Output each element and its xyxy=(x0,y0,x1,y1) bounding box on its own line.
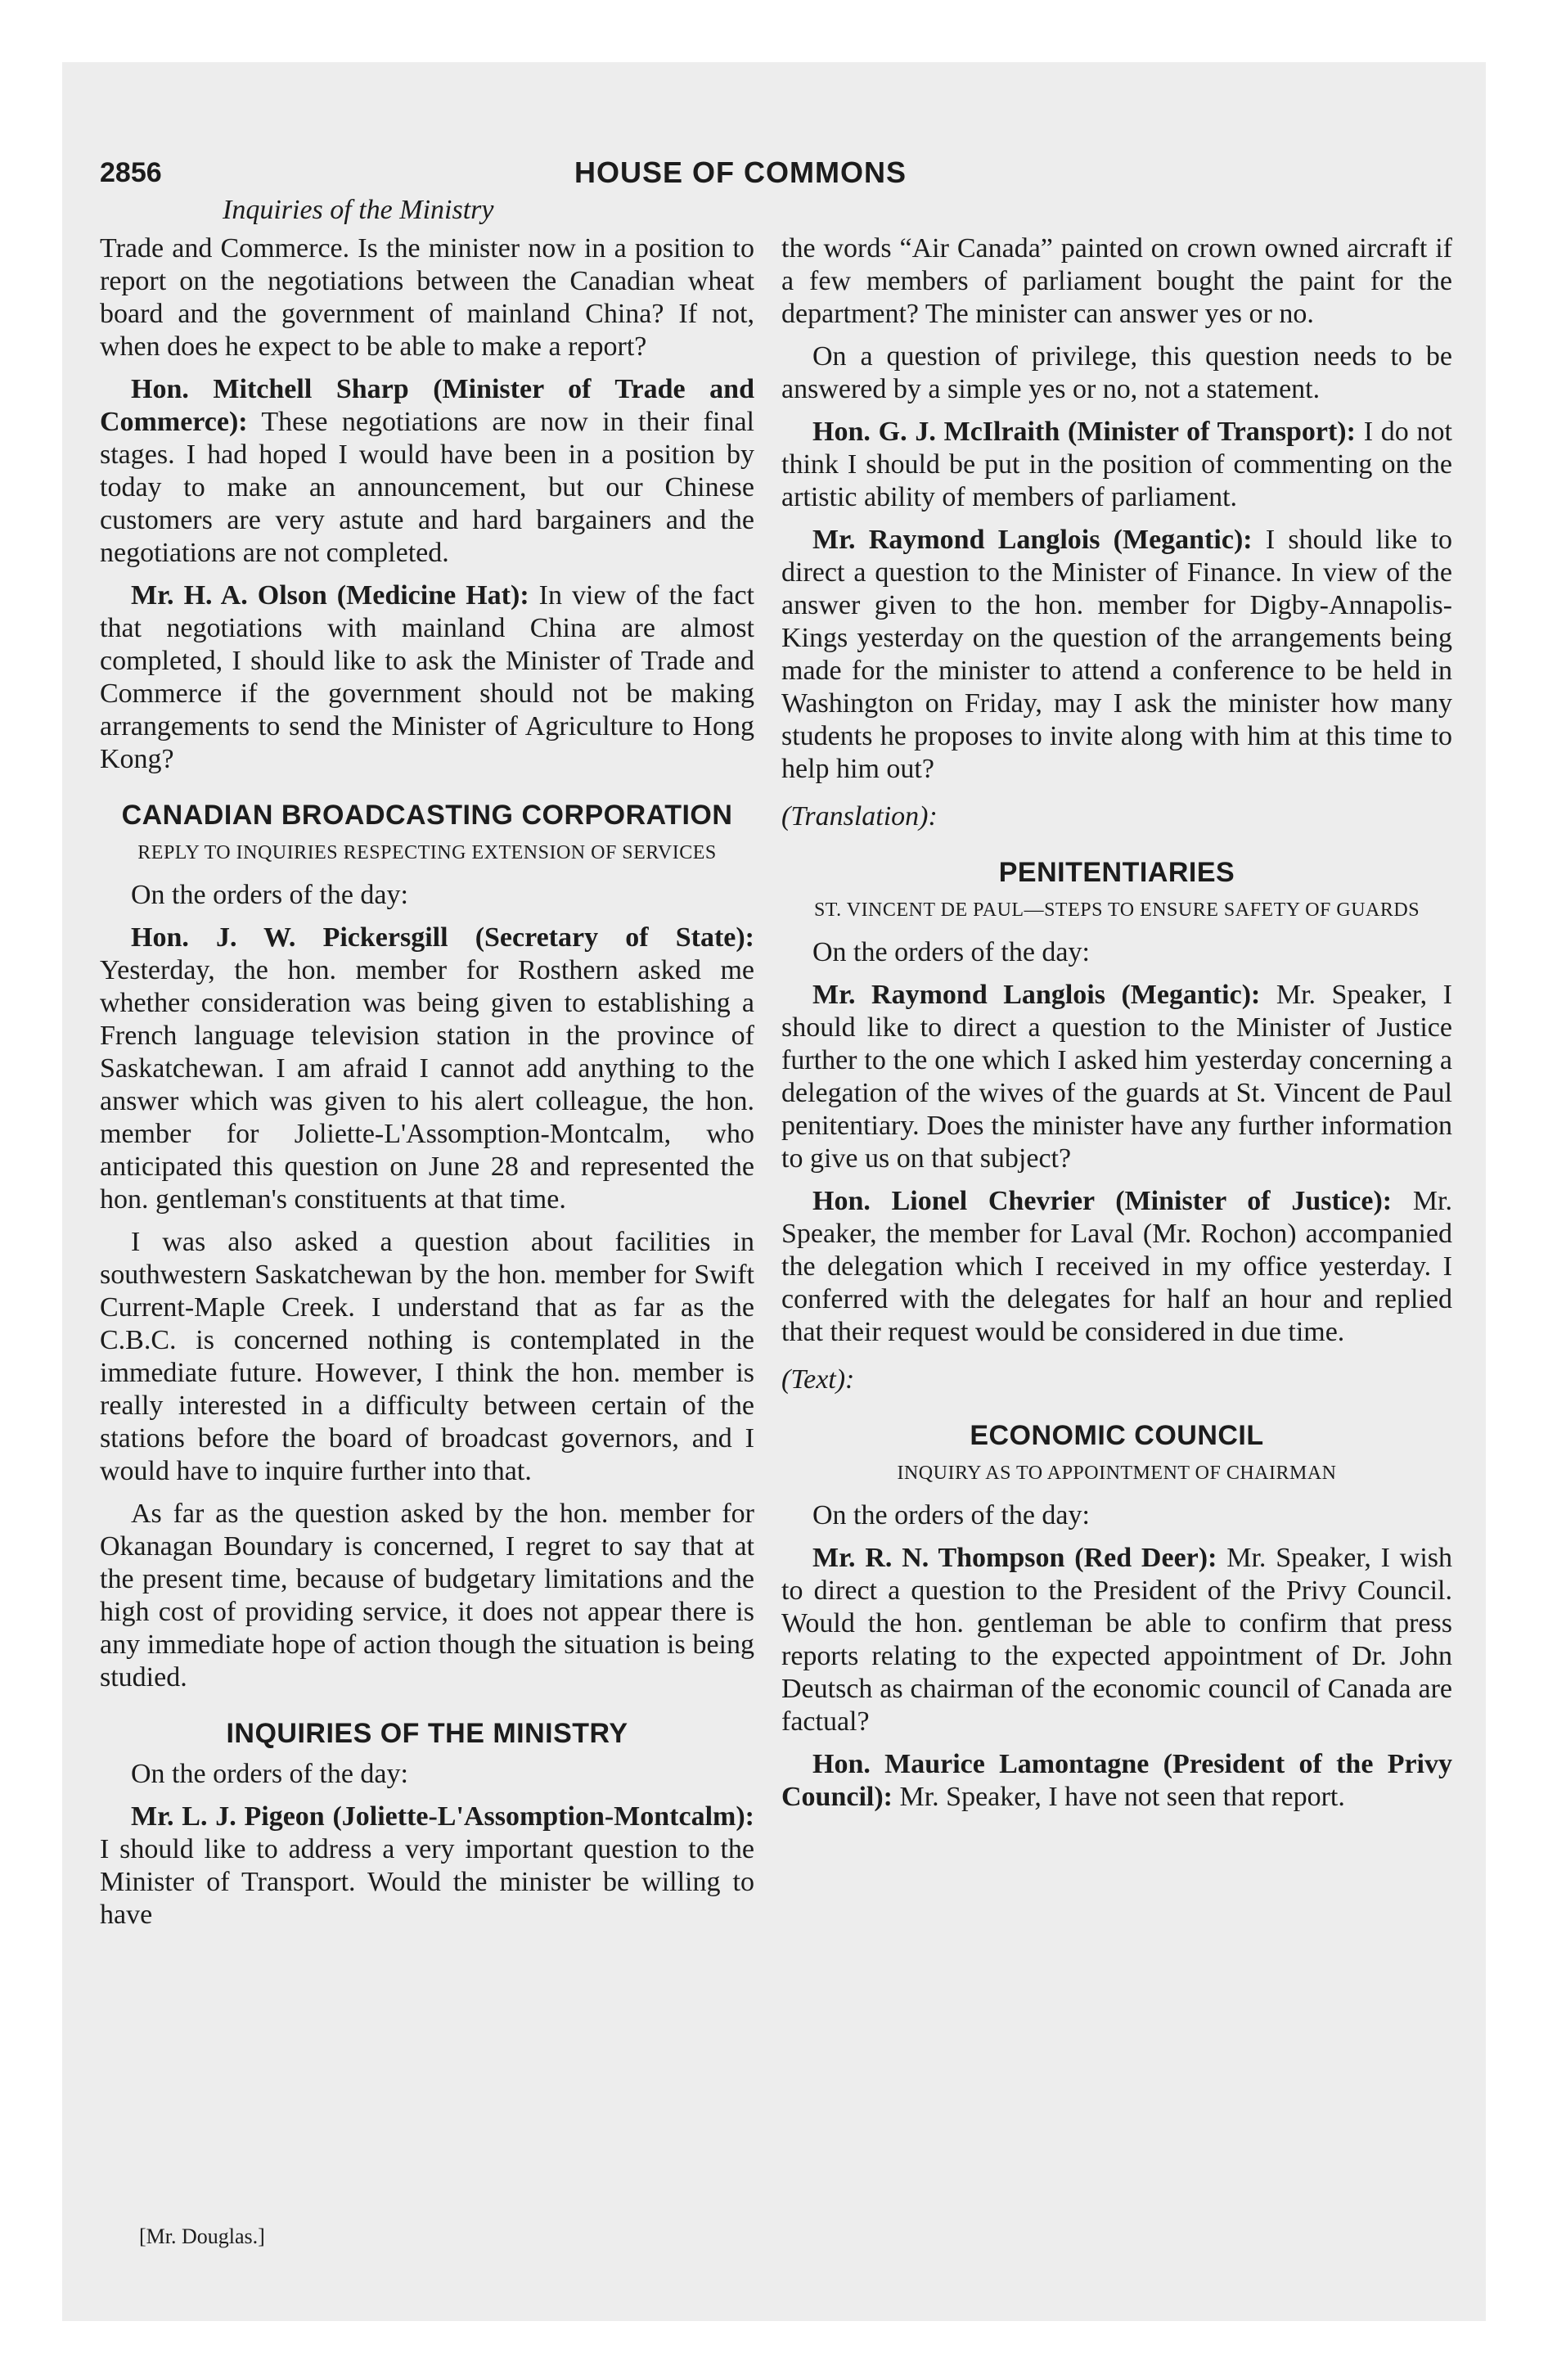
right-column xyxy=(781,232,1452,1823)
speech: Mr. Speaker, I have not seen that report. xyxy=(893,1782,1345,1812)
speech: I should like to direct a question to the Minister of Finance. In view of the answer given to the hon. member for Digby-Annapolis-Kings yesterday on the question of the arrangements being made for the minister to attend a conference to be held in Washington on Friday, may I ask the minister how many students he proposes to invite along with him at this time to help him out? xyxy=(781,525,1452,784)
paragraph xyxy=(781,416,1452,514)
orders-of-day: On the orders of the day: xyxy=(812,937,1090,967)
paragraph xyxy=(781,1748,1452,1814)
speaker: Mr. H. A. Olson (Medicine Hat): xyxy=(131,580,529,611)
speech: Mr. Speaker, I wish to direct a question to the President of the Privy Council. Would the hon. gentleman be able to confirm that press reports relating to the expected appointment of Dr. John Deutsch as chairman of the economic council of Canada are factual? xyxy=(781,1543,1453,1737)
text-mark: (Text): xyxy=(781,1364,855,1395)
footer-note: [Mr. Douglas.] xyxy=(139,2224,265,2248)
orders-of-day: On the orders of the day: xyxy=(812,1500,1090,1530)
paragraph: Trade and Commerce. Is the minister now in a position to report on the negotiations between the Canadian wheat board and the government of mainland China? If not, when does he expect to be able to make a report? xyxy=(100,233,754,362)
paragraph: On a question of privilege, this question needs to be answered by a simple yes or no, not a statement. xyxy=(781,341,1452,404)
running-head: Inquiries of the Ministry xyxy=(223,195,494,225)
page-number: 2856 xyxy=(100,157,162,188)
speech: I do not think I should be put in the position of commenting on the artistic ability of members of parliament. xyxy=(781,417,1452,512)
orders-of-day: On the orders of the day: xyxy=(131,1759,408,1789)
section-heading: ECONOMIC COUNCIL xyxy=(970,1420,1264,1451)
speech: Mr. Speaker, I should like to direct a question to the Minister of Justice further to the one which I asked him yesterday concerning a delegation of the wives of the guards at St. Vincent de Paul penitentiary. Does the minister have any further information to give us on that subject? xyxy=(781,980,1452,1174)
speaker: Mr. R. N. Thompson (Red Deer): xyxy=(812,1543,1217,1573)
section-subheading: ST. VINCENT DE PAUL—STEPS TO ENSURE SAFETY OF GUARDS xyxy=(813,899,1420,921)
speech: Yesterday, the hon. member for Rosthern asked me whether consideration was being given to establishing a French language television station in the province of Saskatchewan. I am afraid I cannot add anything to the answer which was given to his alert colleague, the hon. member for Joliette-L'Assomption-Montcalm, who anticipated this question on June 28 and represented the hon. gentleman's constituents at that time. xyxy=(100,955,754,1215)
speech: Mr. Speaker, the member for Laval (Mr. Rochon) accompanied the delegation which I received in my office yesterday. I conferred with the delegates for half an hour and replied that their request would be considered in due time. xyxy=(781,1186,1452,1347)
speech: I should like to address a very important question to the Minister of Transport. Would the minister be willing to have xyxy=(100,1834,754,1930)
paragraph xyxy=(100,922,754,1216)
paragraph xyxy=(781,524,1452,786)
speaker: Hon. Maurice Lamontagne (President of the Privy Council): xyxy=(781,1749,1452,1812)
page-title: HOUSE OF COMMONS xyxy=(574,156,907,189)
translation-mark: (Translation): xyxy=(781,801,938,832)
speaker: Mr. Raymond Langlois (Megantic): xyxy=(812,525,1253,555)
section-subheading: INQUIRY AS TO APPOINTMENT OF CHAIRMAN xyxy=(897,1463,1337,1484)
section-subheading: REPLY TO INQUIRIES RESPECTING EXTENSION OF SERVICES xyxy=(137,842,717,863)
left-column xyxy=(100,232,754,1941)
paragraph xyxy=(781,1185,1452,1349)
speaker: Mr. L. J. Pigeon (Joliette-L'Assomption-Montcalm): xyxy=(131,1801,754,1832)
speaker: Hon. Lionel Chevrier (Minister of Justice): xyxy=(812,1186,1393,1216)
paragraph xyxy=(100,1801,754,1931)
paragraph: the words “Air Canada” painted on crown owned aircraft if a few members of parliament bought the paint for the department? The minister can answer yes or no. xyxy=(781,233,1452,329)
speaker: Hon. Mitchell Sharp (Minister of Trade and Commerce): xyxy=(100,374,754,437)
speaker: Hon. J. W. Pickersgill (Secretary of State): xyxy=(131,922,754,953)
paragraph: As far as the question asked by the hon. member for Okanagan Boundary is concerned, I regret to say that at the present time, because of budgetary limitations and the high cost of providing service, it does not appear there is any immediate hope of action though the situation is being studied. xyxy=(100,1499,754,1693)
paragraph xyxy=(100,579,754,776)
section-heading: CANADIAN BROADCASTING CORPORATION xyxy=(121,800,733,831)
section-heading: PENITENTIARIES xyxy=(998,857,1235,888)
paragraph: I was also asked a question about facilities in southwestern Saskatchewan by the hon. member for Swift Current-Maple Creek. I understand that as far as the C.B.C. is concerned nothing is contemplated in the immediate future. However, I think the hon. member is really interested in a difficulty between certain of the stations before the board of broadcast governors, and I would have to inquire further into that. xyxy=(100,1227,754,1486)
paragraph xyxy=(781,1542,1452,1738)
paragraph xyxy=(100,373,754,570)
speech: In view of the fact that negotiations with mainland China are almost completed, I should like to ask the Minister of Trade and Commerce if the government should not be making arrangements to send the Minister of Agriculture to Hong Kong? xyxy=(100,580,754,774)
speech: These negotiations are now in their final stages. I had hoped I would have been in a position by today to make an announcement, but our Chinese customers are very astute and hard bargainers and the negotiations are not completed. xyxy=(100,407,754,568)
orders-of-day: On the orders of the day: xyxy=(131,880,408,910)
speaker: Mr. Raymond Langlois (Megantic): xyxy=(812,980,1261,1010)
speaker: Hon. G. J. McIlraith (Minister of Transport): xyxy=(812,417,1356,447)
section-heading: INQUIRIES OF THE MINISTRY xyxy=(226,1718,628,1749)
paragraph xyxy=(781,979,1452,1175)
page-header xyxy=(100,156,1450,195)
